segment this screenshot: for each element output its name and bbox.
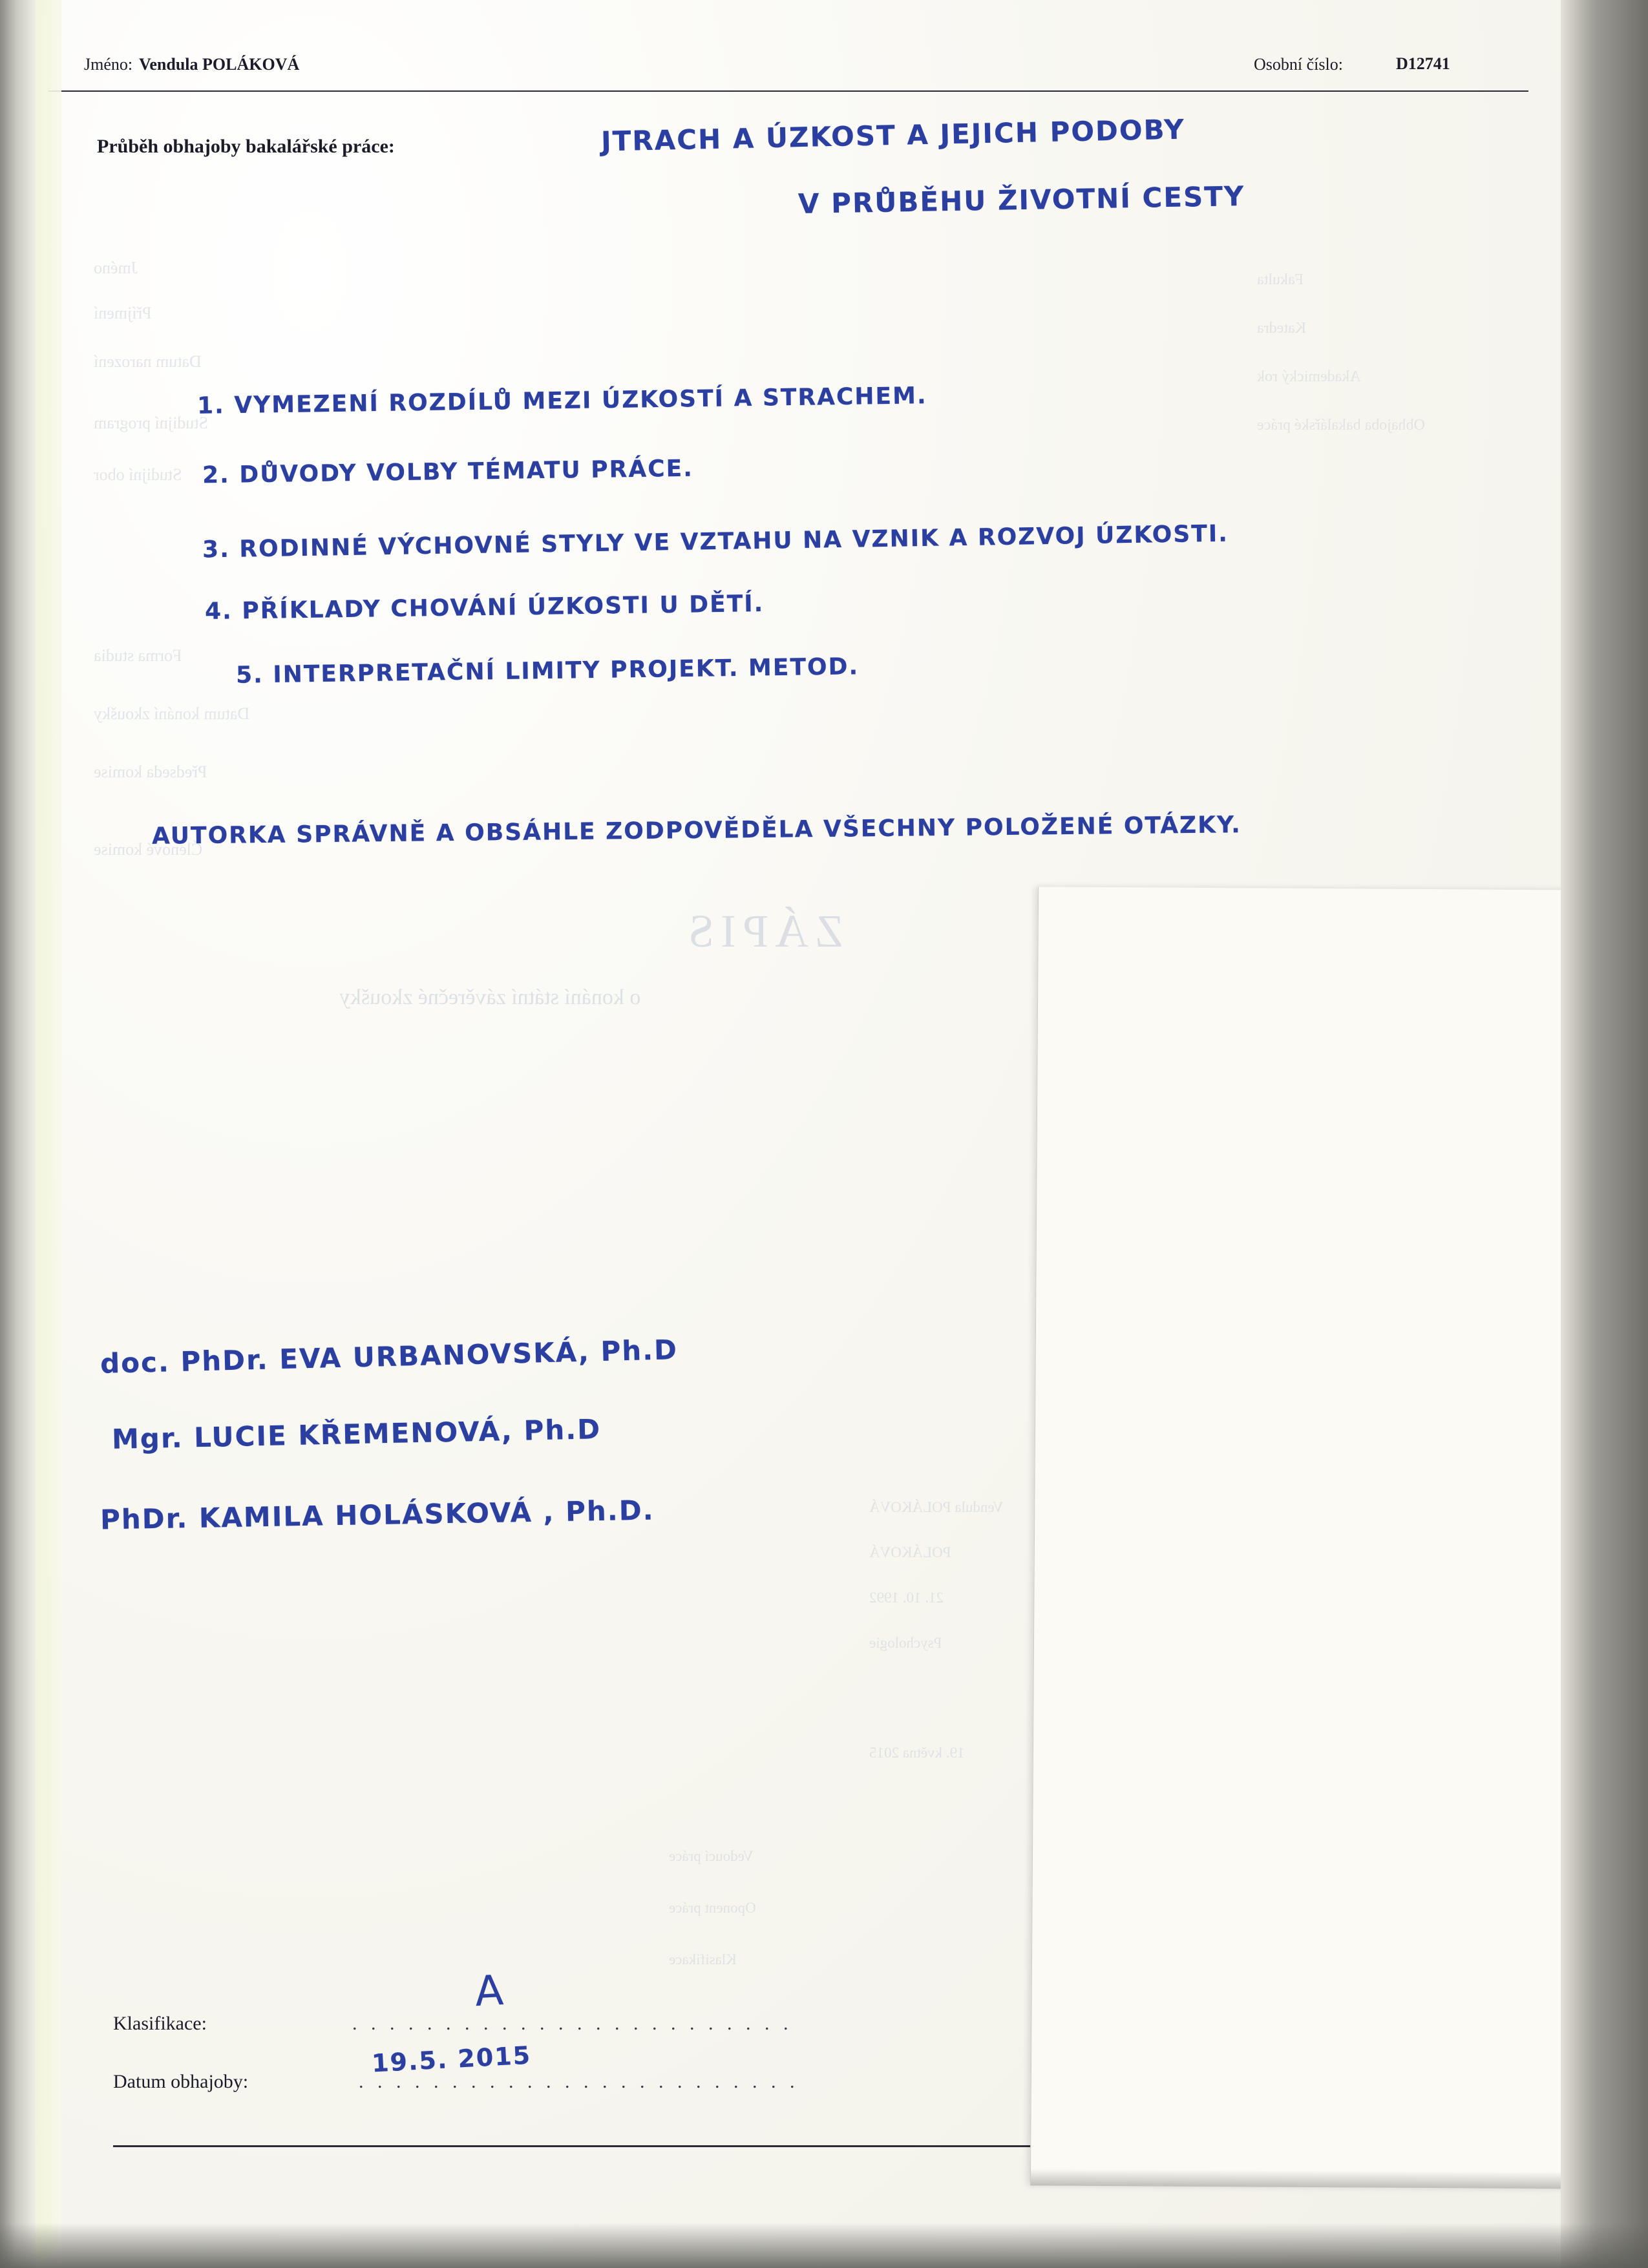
- showthrough-value: Vedoucí práce: [669, 1848, 754, 1864]
- showthrough-value: Akademický rok: [1257, 368, 1361, 385]
- personal-number-label: Osobní číslo:: [1254, 55, 1343, 74]
- handwriting-conclusion: AUTORKA SPRÁVNĚ A OBSÁHLE ZODPOVĚDĚLA VŠECHNY POLOŽENÉ OTÁZKY.: [151, 812, 1242, 850]
- showthrough-line: Datum konání zkoušky: [94, 704, 250, 723]
- showthrough-value: Katedra: [1257, 320, 1306, 337]
- name-label: Jméno:: [84, 55, 133, 74]
- defense-date-label: Datum obhajoby:: [113, 2071, 249, 2092]
- handwriting-topic-line-2: V PRŮBĚHU ŽIVOTNÍ CESTY: [798, 180, 1245, 220]
- handwriting-question-3: 3. RODINNÉ VÝCHOVNÉ STYLY VE VZTAHU NA VZNIK A ROZVOJ ÚZKOSTI.: [202, 520, 1229, 563]
- defense-date-dots: . . . . . . . . . . . . . . . . . . . . . . . .: [359, 2071, 799, 2092]
- scan-bottom-edge: [0, 2223, 1648, 2268]
- showthrough-value: Vendula POLÁKOVÁ: [869, 1499, 1004, 1515]
- classification-label: Klasifikace:: [113, 2013, 207, 2034]
- showthrough-line: Jméno: [94, 258, 138, 277]
- showthrough-line: Forma studia: [94, 646, 182, 665]
- handwriting-topic-line-1: JTRACH A ÚZKOST A JEJICH PODOBY: [600, 113, 1186, 158]
- showthrough-value: Klasifikace: [669, 1951, 737, 1968]
- scan-left-margin: [36, 0, 61, 2268]
- scan-left-edge: [0, 0, 36, 2268]
- handwriting-question-5: 5. INTERPRETAČNÍ LIMITY PROJEKT. METOD.: [235, 653, 860, 689]
- handwriting-grade: A: [474, 1966, 506, 2017]
- name-value: Vendula POLÁKOVÁ: [139, 55, 300, 74]
- personal-number-value: D12741: [1396, 54, 1450, 73]
- paper-sheet: [36, 0, 1561, 2268]
- showthrough-value: 19. května 2015: [869, 1745, 965, 1761]
- showthrough-line: Členové komise: [94, 840, 203, 859]
- handwriting-defense-date: 19.5. 2015: [371, 2041, 533, 2078]
- handwriting-question-1: 1. VYMEZENÍ ROZDÍLŮ MEZI ÚZKOSTÍ A STRACHEM.: [196, 383, 927, 419]
- showthrough-value: Psychologie: [869, 1635, 942, 1651]
- showthrough-line: Studijní obor: [94, 465, 182, 484]
- showthrough-value: Oponent práce: [669, 1900, 756, 1916]
- handwriting-question-4: 4. PŘÍKLADY CHOVÁNÍ ÚZKOSTI U DĚTÍ.: [204, 590, 765, 625]
- handwriting-committee-member-1: doc. PhDr. EVA URBANOVSKÁ, Ph.D: [100, 1334, 679, 1380]
- showthrough-line: Datum narození: [94, 352, 202, 371]
- defense-label: Průběh obhajoby bakalářské práce:: [97, 136, 395, 157]
- showthrough-value: POLÁKOVÁ: [869, 1544, 951, 1560]
- handwriting-question-2: 2. DŮVODY VOLBY TÉMATU PRÁCE.: [202, 455, 694, 489]
- showthrough-subtitle: o konání státní závěrečné zkoušky: [339, 985, 641, 1009]
- handwriting-committee-member-3: PhDr. KAMILA HOLÁSKOVÁ , Ph.D.: [100, 1494, 655, 1536]
- showthrough-line: Studijní program: [94, 414, 208, 432]
- showthrough-value: 21. 10. 1992: [869, 1590, 944, 1606]
- overlapping-paper-slip: [1030, 887, 1601, 2189]
- classification-dots: . . . . . . . . . . . . . . . . . . . . . . . .: [352, 2013, 793, 2034]
- showthrough-title: ZÁPIS: [682, 905, 844, 957]
- handwriting-committee-member-2: Mgr. LUCIE KŘEMENOVÁ, Ph.D: [111, 1413, 602, 1455]
- showthrough-value: Fakulta: [1257, 271, 1304, 288]
- header-rule: [48, 90, 1528, 92]
- scan-right-edge: [1561, 0, 1648, 2268]
- showthrough-value: Obhajoba bakalářské práce: [1257, 417, 1425, 434]
- showthrough-line: Předseda komise: [94, 762, 207, 781]
- showthrough-line: Příjmení: [94, 304, 152, 322]
